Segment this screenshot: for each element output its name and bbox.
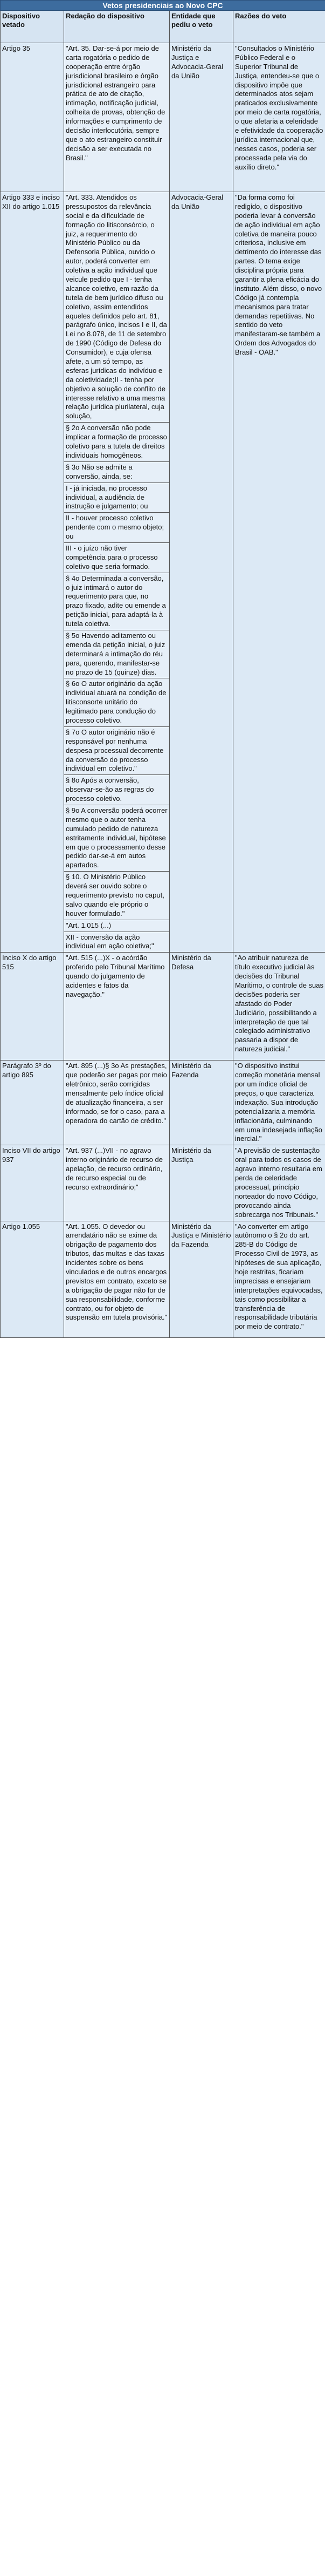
header-dispositivo: Dispositivo vetado bbox=[1, 11, 64, 43]
redacao-paragraph: "Art. 895 (...)§ 3o As prestações, que poderão ser pagas por meio eletrônico, serão corrigidas mensalmente pelo índice oficial de atualização financeira, a ser informado, se for o caso, para a operadora do cartão de crédito." bbox=[66, 1062, 167, 1125]
cell-entidade: Ministério da Justiça bbox=[170, 1145, 233, 1221]
cell-entidade: Ministério da Defesa bbox=[170, 953, 233, 1061]
table-body bbox=[1, 43, 325, 1338]
header-razoes: Razões do veto bbox=[233, 11, 325, 43]
redacao-paragraph: "Art. 1.055. O devedor ou arrendatário não se exime da obrigação de pagamento dos tributos, das multas e das taxas incidentes sobre os bens vinculados e de outros encargos previstos em contrato, exceto se a obrigação de pagar não for de sua responsabilidade, conforme contrato, ou for objeto de suspensão em tutela provisória." bbox=[66, 1222, 168, 1322]
cell-dispositivo: Artigo 35 bbox=[1, 43, 64, 192]
cell-entidade: Ministério da Justiça e Ministério da Fazenda bbox=[170, 1221, 233, 1337]
redacao-paragraph: § 2o A conversão não pode implicar a formação de processo coletivo para a tutela de direitos individuais homogêneos. bbox=[64, 422, 169, 461]
cell-redacao bbox=[64, 953, 170, 1061]
redacao-paragraph: § 7o O autor originário não é responsável por nenhuma despesa processual decorrente da conversão do processo individual em coletivo." bbox=[64, 726, 169, 774]
cell-entidade: Advocacia-Geral da União bbox=[170, 192, 233, 953]
redacao-paragraph: § 3o Não se admite a conversão, ainda, se: bbox=[64, 461, 169, 482]
redacao-paragraph: § 10. O Ministério Público deverá ser ouvido sobre o requerimento previsto no caput, salvo quando ele próprio o houver formulado." bbox=[64, 871, 169, 919]
redacao-paragraph: "Art. 515 (...)X - o acórdão proferido pelo Tribunal Marítimo quando do julgamento de acidentes e fatos da navegação." bbox=[66, 954, 165, 998]
redacao-paragraph: § 6o O autor originário da ação individual atuará na condição de litisconsorte unitário do legitimado para condução do processo coletivo. bbox=[64, 678, 169, 726]
redacao-paragraph: "Art. 1.015 (...) bbox=[64, 920, 169, 932]
table-row bbox=[1, 1061, 325, 1145]
cell-redacao bbox=[64, 1061, 170, 1145]
redacao-paragraph: II - houver processo coletivo pendente com o mesmo objeto; ou bbox=[64, 512, 169, 542]
table-row bbox=[1, 1221, 325, 1337]
cell-razoes: "O dispositivo institui correção monetária mensal por um índice oficial de preços, o que caracteriza indexação. Sua introdução potencializaria a memória inflacionária, culminando em uma indesejada inflação inercial." bbox=[233, 1061, 325, 1145]
cell-dispositivo: Artigo 333 e inciso XII do artigo 1.015 bbox=[1, 192, 64, 953]
cell-razoes: "A previsão de sustentação oral para todos os casos de agravo interno resultaria em perda de celeridade processual, princípio norteador do novo Código, provocando ainda sobrecarga nos Tribunais." bbox=[233, 1145, 325, 1221]
cell-entidade: Ministério da Fazenda bbox=[170, 1061, 233, 1145]
redacao-paragraph: § 5o Havendo aditamento ou emenda da petição inicial, o juiz determinará a intimação do réu para, querendo, manifestar-se no prazo de 15 (quinze) dias. bbox=[64, 630, 169, 678]
cell-redacao bbox=[64, 1221, 170, 1337]
table-row bbox=[1, 953, 325, 1061]
table-row bbox=[1, 192, 325, 953]
cell-dispositivo: Artigo 1.055 bbox=[1, 1221, 64, 1337]
cell-redacao bbox=[64, 43, 170, 192]
cell-dispositivo: Inciso VII do artigo 937 bbox=[1, 1145, 64, 1221]
redacao-paragraph: "Art. 937 (...)VII - no agravo interno originário de recurso de apelação, de recurso ordinário, de recurso especial ou de recurso extraordinário;" bbox=[66, 1146, 163, 1191]
redacao-paragraph: § 9o A conversão poderá ocorrer mesmo que o autor tenha cumulado pedido de natureza estritamente individual, hipótese em que o processamento desse pedido dar-se-á em autos apartados. bbox=[64, 805, 169, 871]
redacao-paragraph: "Art. 35. Dar-se-á por meio de carta rogatória o pedido de cooperação entre órgão jurisdicional brasileiro e órgão jurisdicional estrangeiro para prática de ato de citação, intimação, notificação judicial, colheita de provas, obtenção de informações e cumprimento de decisão interlocutória, sempre que o ato estrangeiro constituir decisão a ser executada no Brasil." bbox=[66, 44, 165, 162]
cell-razoes: "Ao converter em artigo autônomo o § 2o do art. 285-B do Código de Processo Civil de 1973, as hipóteses de sua aplicação, hoje restritas, ficariam imprecisas e ensejariam interpretações equivocadas, tais como possibilitar a transferência de responsabilidade tributária por meio de contrato." bbox=[233, 1221, 325, 1337]
cell-razoes: "Ao atribuir natureza de título executivo judicial às decisões do Tribunal Marítimo, o controle de suas decisões poderia ser afastado do Poder Judiciário, possibilitando a interpretação de que tal colegiado administrativo passaria a dispor de natureza judicial." bbox=[233, 953, 325, 1061]
header-entidade: Entidade que pediu o veto bbox=[170, 11, 233, 43]
table-header-row bbox=[1, 11, 325, 43]
cell-redacao bbox=[64, 192, 170, 953]
redacao-paragraph: XII - conversão da ação individual em ação coletiva;" bbox=[64, 932, 169, 953]
table-title-row bbox=[1, 1, 325, 11]
cell-redacao bbox=[64, 1145, 170, 1221]
redacao-paragraph: "Art. 333. Atendidos os pressupostos da relevância social e da dificuldade de formação do litisconsórcio, o juiz, a requerimento do Ministério Público ou da Defensoria Pública, ouvido o autor, poderá converter em coletiva a ação individual que veicule pedido que I - tenha alcance coletivo, em razão da tutela de bem jurídico difuso ou coletivo, assim entendidos aqueles definidos pelo art. 81, parágrafo único, incisos I e II, da Lei no 8.078, de 11 de setembro de 1990 (Código de Defesa do Consumidor), e cuja ofensa afete, a um só tempo, as esferas jurídicas do indivíduo e da coletividade;II - tenha por objetivo a solução de conflito de interesse relativo a uma mesma relação jurídica plurilateral, cuja solução, bbox=[66, 193, 167, 420]
redacao-paragraph: III - o juízo não tiver competência para o processo coletivo que seria formado. bbox=[64, 542, 169, 573]
cell-razoes: "Da forma como foi redigido, o dispositivo poderia levar à conversão de ação individual em ação coletiva de maneira pouco criteriosa, inclusive em detrimento do interesse das partes. O tema exige disciplina própria para garantir a plena eficácia do instituto. Além disso, o novo Código já contempla mecanismos para tratar demandas repetitivas. No sentido do veto manifestaram-se também a Ordem dos Advogados do Brasil - OAB." bbox=[233, 192, 325, 953]
header-redacao: Redação do dispositivo bbox=[64, 11, 170, 43]
cell-dispositivo: Parágrafo 3º do artigo 895 bbox=[1, 1061, 64, 1145]
table-row bbox=[1, 1145, 325, 1221]
cell-razoes: "Consultados o Ministério Público Federal e o Superior Tribunal de Justiça, entendeu-se que o dispositivo impõe que determinados atos sejam praticados exclusivamente por meio de carta rogatória, o que afetaria a celeridade e efetividade da cooperação jurídica internacional que, nesses casos, poderia ser processada pela via do auxílio direto." bbox=[233, 43, 325, 192]
cell-entidade: Ministério da Justiça e Advocacia-Geral da União bbox=[170, 43, 233, 192]
redacao-paragraph: § 8o Após a conversão, observar-se-ão as regras do processo coletivo. bbox=[64, 774, 169, 805]
redacao-paragraph: I - já iniciada, no processo individual, a audiência de instrução e julgamento; ou bbox=[64, 482, 169, 513]
table-title: Vetos presidenciais ao Novo CPC bbox=[1, 1, 325, 11]
redacao-paragraph: § 4o Determinada a conversão, o juiz intimará o autor do requerimento para que, no prazo fixado, adite ou emende a petição inicial, para adaptá-la à tutela coletiva. bbox=[64, 573, 169, 630]
table-row bbox=[1, 43, 325, 192]
cell-dispositivo: Inciso X do artigo 515 bbox=[1, 953, 64, 1061]
